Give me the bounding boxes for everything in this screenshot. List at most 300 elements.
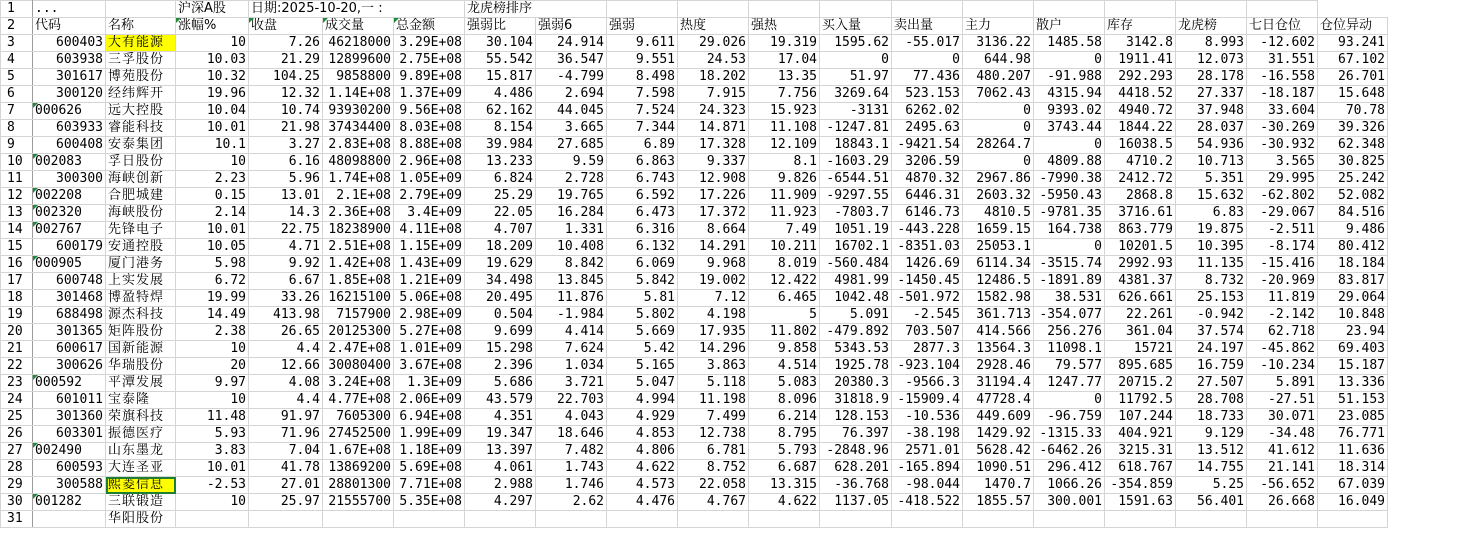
value-cell[interactable]: 2.36E+08 [323, 205, 394, 222]
value-cell[interactable]: 30.071 [1247, 409, 1318, 426]
value-cell[interactable]: 2495.63 [892, 120, 963, 137]
value-cell[interactable]: 0.504 [465, 307, 536, 324]
value-cell[interactable]: 10.848 [1318, 307, 1388, 324]
row-number[interactable]: 18 [1, 290, 33, 307]
value-cell[interactable]: 12.422 [749, 273, 820, 290]
code-cell[interactable]: 600179 [33, 239, 106, 256]
column-header[interactable]: 仓位异动 [1318, 18, 1388, 35]
row-number[interactable]: 15 [1, 239, 33, 256]
value-cell[interactable]: 14.291 [678, 239, 749, 256]
name-cell[interactable]: 海峡创新 [106, 171, 176, 188]
value-cell[interactable]: 69.403 [1318, 341, 1388, 358]
empty-cell[interactable] [1176, 511, 1247, 528]
value-cell[interactable]: 4.71 [249, 239, 323, 256]
value-cell[interactable]: 5.93 [176, 426, 249, 443]
value-cell[interactable]: 10201.5 [1105, 239, 1176, 256]
value-cell[interactable]: 17.328 [678, 137, 749, 154]
value-cell[interactable]: 19.347 [465, 426, 536, 443]
value-cell[interactable]: 4.994 [607, 392, 678, 409]
value-cell[interactable]: 93930200 [323, 103, 394, 120]
value-cell[interactable]: 7.756 [749, 86, 820, 103]
value-cell[interactable]: 7605300 [323, 409, 394, 426]
row-number[interactable]: 2 [1, 18, 33, 35]
value-cell[interactable]: 5.96 [249, 171, 323, 188]
value-cell[interactable]: 0 [963, 103, 1034, 120]
value-cell[interactable]: 4.573 [607, 477, 678, 494]
name-cell[interactable]: 国新能源 [106, 341, 176, 358]
value-cell[interactable]: 62.348 [1318, 137, 1388, 154]
code-cell[interactable]: 002208 [33, 188, 106, 205]
value-cell[interactable]: 3.4E+09 [394, 205, 465, 222]
value-cell[interactable]: 31.551 [1247, 52, 1318, 69]
value-cell[interactable]: 51.153 [1318, 392, 1388, 409]
row-number[interactable]: 7 [1, 103, 33, 120]
value-cell[interactable]: 10.713 [1176, 154, 1247, 171]
value-cell[interactable]: 44.045 [536, 103, 607, 120]
value-cell[interactable]: 8.498 [607, 69, 678, 86]
value-cell[interactable]: -16.558 [1247, 69, 1318, 86]
value-cell[interactable]: 25.29 [465, 188, 536, 205]
value-cell[interactable]: -30.269 [1247, 120, 1318, 137]
value-cell[interactable]: 80.412 [1318, 239, 1388, 256]
empty-cell[interactable] [678, 511, 749, 528]
name-cell[interactable]: 先锋电子 [106, 222, 176, 239]
value-cell[interactable]: 33.26 [249, 290, 323, 307]
value-cell[interactable]: 1.034 [536, 358, 607, 375]
value-cell[interactable]: 38.531 [1034, 290, 1105, 307]
value-cell[interactable]: 19.875 [1176, 222, 1247, 239]
name-cell[interactable]: 大连圣亚 [106, 460, 176, 477]
code-cell[interactable]: 301365 [33, 324, 106, 341]
value-cell[interactable]: 9.337 [678, 154, 749, 171]
code-cell[interactable]: 002083 [33, 154, 106, 171]
value-cell[interactable]: 18.209 [465, 239, 536, 256]
row-number[interactable]: 25 [1, 409, 33, 426]
empty-cell[interactable] [1318, 511, 1388, 528]
value-cell[interactable]: 2.96E+08 [394, 154, 465, 171]
value-cell[interactable]: -27.51 [1247, 392, 1318, 409]
empty-cell[interactable] [323, 511, 394, 528]
value-cell[interactable]: -560.484 [820, 256, 892, 273]
value-cell[interactable]: 17.935 [678, 324, 749, 341]
empty-cell[interactable] [1105, 511, 1176, 528]
value-cell[interactable]: 10.395 [1176, 239, 1247, 256]
value-cell[interactable]: 1.37E+09 [394, 86, 465, 103]
value-cell[interactable]: 37.948 [1176, 103, 1247, 120]
value-cell[interactable]: 5.091 [820, 307, 892, 324]
value-cell[interactable]: 1.3E+09 [394, 375, 465, 392]
value-cell[interactable]: 4.929 [607, 409, 678, 426]
empty-cell[interactable] [1034, 1, 1105, 18]
value-cell[interactable]: 10 [176, 35, 249, 52]
value-cell[interactable]: 2967.86 [963, 171, 1034, 188]
value-cell[interactable]: 3.83 [176, 443, 249, 460]
value-cell[interactable]: 15.632 [1176, 188, 1247, 205]
name-cell[interactable]: 华瑞股份 [106, 358, 176, 375]
code-cell[interactable]: 301617 [33, 69, 106, 86]
value-cell[interactable]: 1.05E+09 [394, 171, 465, 188]
value-cell[interactable]: 8.993 [1176, 35, 1247, 52]
value-cell[interactable]: 2.62 [536, 494, 607, 511]
value-cell[interactable]: -10.536 [892, 409, 963, 426]
value-cell[interactable]: 7.49 [749, 222, 820, 239]
empty-cell[interactable] [536, 511, 607, 528]
value-cell[interactable]: 41.612 [1247, 443, 1318, 460]
value-cell[interactable]: 28.037 [1176, 120, 1247, 137]
value-cell[interactable]: 20.495 [465, 290, 536, 307]
value-cell[interactable]: 7.04 [249, 443, 323, 460]
value-cell[interactable]: 3136.22 [963, 35, 1034, 52]
value-cell[interactable]: 1659.15 [963, 222, 1034, 239]
code-cell[interactable]: 000626 [33, 103, 106, 120]
value-cell[interactable]: 20715.2 [1105, 375, 1176, 392]
value-cell[interactable]: 19.99 [176, 290, 249, 307]
value-cell[interactable]: 4.77E+08 [323, 392, 394, 409]
row-number[interactable]: 1 [1, 1, 33, 18]
value-cell[interactable]: 19.319 [749, 35, 820, 52]
value-cell[interactable]: 15.648 [1318, 86, 1388, 103]
empty-cell[interactable] [1176, 1, 1247, 18]
value-cell[interactable]: 6446.31 [892, 188, 963, 205]
value-cell[interactable]: 6.72 [176, 273, 249, 290]
value-cell[interactable]: 404.921 [1105, 426, 1176, 443]
value-cell[interactable]: 0 [963, 154, 1034, 171]
value-cell[interactable]: 7.524 [607, 103, 678, 120]
name-cell[interactable]: 远大控股 [106, 103, 176, 120]
empty-cell[interactable] [749, 511, 820, 528]
value-cell[interactable]: 2.83E+08 [323, 137, 394, 154]
value-cell[interactable]: 18.314 [1318, 460, 1388, 477]
value-cell[interactable]: 13869200 [323, 460, 394, 477]
value-cell[interactable]: 11.198 [678, 392, 749, 409]
empty-cell[interactable] [892, 1, 963, 18]
value-cell[interactable]: 14.755 [1176, 460, 1247, 477]
code-cell[interactable]: 301468 [33, 290, 106, 307]
value-cell[interactable]: 4381.37 [1105, 273, 1176, 290]
value-cell[interactable]: 11.636 [1318, 443, 1388, 460]
value-cell[interactable]: 10.05 [176, 239, 249, 256]
value-cell[interactable]: 36.547 [536, 52, 607, 69]
column-header[interactable]: 主力 [963, 18, 1034, 35]
value-cell[interactable]: 10.211 [749, 239, 820, 256]
value-cell[interactable]: 10.1 [176, 137, 249, 154]
value-cell[interactable]: 11.909 [749, 188, 820, 205]
value-cell[interactable]: 15.187 [1318, 358, 1388, 375]
value-cell[interactable]: 31194.4 [963, 375, 1034, 392]
column-header[interactable]: 代码 [33, 18, 106, 35]
value-cell[interactable]: 292.293 [1105, 69, 1176, 86]
value-cell[interactable]: 1.01E+09 [394, 341, 465, 358]
value-cell[interactable]: -2.511 [1247, 222, 1318, 239]
value-cell[interactable]: 6.83 [1176, 205, 1247, 222]
empty-cell[interactable] [249, 511, 323, 528]
value-cell[interactable]: 1.21E+09 [394, 273, 465, 290]
value-cell[interactable]: -15909.4 [892, 392, 963, 409]
value-cell[interactable]: 6.316 [607, 222, 678, 239]
value-cell[interactable]: 9.858 [749, 341, 820, 358]
value-cell[interactable]: 1855.57 [963, 494, 1034, 511]
value-cell[interactable]: 83.817 [1318, 273, 1388, 290]
row-number[interactable]: 28 [1, 460, 33, 477]
value-cell[interactable]: 4.11E+08 [394, 222, 465, 239]
cell-b1[interactable] [106, 1, 176, 18]
value-cell[interactable]: 164.738 [1034, 222, 1105, 239]
value-cell[interactable]: 1090.51 [963, 460, 1034, 477]
value-cell[interactable]: 11.108 [749, 120, 820, 137]
value-cell[interactable]: 7.344 [607, 120, 678, 137]
value-cell[interactable]: 12.073 [1176, 52, 1247, 69]
value-cell[interactable]: 15.923 [749, 103, 820, 120]
value-cell[interactable]: 79.577 [1034, 358, 1105, 375]
value-cell[interactable]: 84.516 [1318, 205, 1388, 222]
value-cell[interactable]: 4.08 [249, 375, 323, 392]
row-number[interactable]: 9 [1, 137, 33, 154]
value-cell[interactable]: 703.507 [892, 324, 963, 341]
value-cell[interactable]: 0 [1034, 137, 1105, 154]
value-cell[interactable]: 8.842 [536, 256, 607, 273]
value-cell[interactable]: 3.665 [536, 120, 607, 137]
code-cell[interactable]: 600593 [33, 460, 106, 477]
value-cell[interactable]: 2992.93 [1105, 256, 1176, 273]
value-cell[interactable]: -56.652 [1247, 477, 1318, 494]
empty-cell[interactable] [1105, 1, 1176, 18]
row-number[interactable]: 16 [1, 256, 33, 273]
value-cell[interactable]: 26.668 [1247, 494, 1318, 511]
value-cell[interactable]: 6.069 [607, 256, 678, 273]
value-cell[interactable]: 77.436 [892, 69, 963, 86]
name-cell[interactable]: 大有能源 [106, 35, 176, 52]
value-cell[interactable]: -479.892 [820, 324, 892, 341]
value-cell[interactable]: -3131 [820, 103, 892, 120]
value-cell[interactable]: 13564.3 [963, 341, 1034, 358]
value-cell[interactable]: -5950.43 [1034, 188, 1105, 205]
empty-cell[interactable] [176, 511, 249, 528]
value-cell[interactable]: 8.019 [749, 256, 820, 273]
name-cell[interactable]: 华阳股份 [106, 511, 176, 528]
value-cell[interactable]: 7.71E+08 [394, 477, 465, 494]
value-cell[interactable]: 8.1 [749, 154, 820, 171]
value-cell[interactable]: 5628.42 [963, 443, 1034, 460]
value-cell[interactable]: -1.984 [536, 307, 607, 324]
name-cell[interactable]: 荣旗科技 [106, 409, 176, 426]
value-cell[interactable]: 2.38 [176, 324, 249, 341]
value-cell[interactable]: 4.622 [749, 494, 820, 511]
value-cell[interactable]: 3.24E+08 [323, 375, 394, 392]
empty-cell[interactable] [963, 1, 1034, 18]
value-cell[interactable]: 5.842 [607, 273, 678, 290]
value-cell[interactable]: 1.15E+09 [394, 239, 465, 256]
value-cell[interactable]: 480.207 [963, 69, 1034, 86]
value-cell[interactable]: 17.226 [678, 188, 749, 205]
value-cell[interactable]: -1450.45 [892, 273, 963, 290]
row-number[interactable]: 10 [1, 154, 33, 171]
value-cell[interactable]: 4.767 [678, 494, 749, 511]
value-cell[interactable]: 5.165 [607, 358, 678, 375]
value-cell[interactable]: 5.69E+08 [394, 460, 465, 477]
value-cell[interactable]: 41.78 [249, 460, 323, 477]
value-cell[interactable]: 19.629 [465, 256, 536, 273]
value-cell[interactable]: 6.89 [607, 137, 678, 154]
value-cell[interactable]: 27.507 [1176, 375, 1247, 392]
value-cell[interactable]: 4.351 [465, 409, 536, 426]
value-cell[interactable]: -36.768 [820, 477, 892, 494]
code-cell[interactable]: 300588 [33, 477, 106, 494]
value-cell[interactable]: 7157900 [323, 307, 394, 324]
value-cell[interactable]: 5.686 [465, 375, 536, 392]
value-cell[interactable]: 28801300 [323, 477, 394, 494]
value-cell[interactable]: 34.498 [465, 273, 536, 290]
value-cell[interactable]: 6146.73 [892, 205, 963, 222]
value-cell[interactable]: 11.48 [176, 409, 249, 426]
value-cell[interactable]: 9.97 [176, 375, 249, 392]
value-cell[interactable]: 16.049 [1318, 494, 1388, 511]
value-cell[interactable]: 22.75 [249, 222, 323, 239]
value-cell[interactable]: 4.061 [465, 460, 536, 477]
value-cell[interactable]: 8.752 [678, 460, 749, 477]
value-cell[interactable]: 10.03 [176, 52, 249, 69]
value-cell[interactable]: 6.465 [749, 290, 820, 307]
name-cell[interactable]: 源杰科技 [106, 307, 176, 324]
value-cell[interactable]: 6.863 [607, 154, 678, 171]
row-number[interactable]: 3 [1, 35, 33, 52]
value-cell[interactable]: 7.915 [678, 86, 749, 103]
date-label[interactable]: 日期:2025-10-20,一 : [249, 1, 465, 18]
value-cell[interactable]: 107.244 [1105, 409, 1176, 426]
value-cell[interactable]: 22.261 [1105, 307, 1176, 324]
value-cell[interactable]: 1051.19 [820, 222, 892, 239]
value-cell[interactable]: 3.67E+08 [394, 358, 465, 375]
row-number[interactable]: 23 [1, 375, 33, 392]
value-cell[interactable]: 10 [176, 392, 249, 409]
value-cell[interactable]: -443.228 [892, 222, 963, 239]
row-number[interactable]: 22 [1, 358, 33, 375]
value-cell[interactable]: 6.214 [749, 409, 820, 426]
value-cell[interactable]: 9.611 [607, 35, 678, 52]
row-number[interactable]: 11 [1, 171, 33, 188]
value-cell[interactable]: 6.781 [678, 443, 749, 460]
value-cell[interactable]: 1.743 [536, 460, 607, 477]
value-cell[interactable]: 2412.72 [1105, 171, 1176, 188]
column-header[interactable]: 强热 [749, 18, 820, 35]
code-cell[interactable]: 688498 [33, 307, 106, 324]
value-cell[interactable]: 15.298 [465, 341, 536, 358]
code-cell[interactable]: 603938 [33, 52, 106, 69]
name-cell[interactable]: 三联锻造 [106, 494, 176, 511]
name-cell[interactable]: 矩阵股份 [106, 324, 176, 341]
value-cell[interactable]: 33.604 [1247, 103, 1318, 120]
value-cell[interactable]: 2877.3 [892, 341, 963, 358]
code-cell[interactable]: 600617 [33, 341, 106, 358]
value-cell[interactable]: 14.49 [176, 307, 249, 324]
value-cell[interactable]: 863.779 [1105, 222, 1176, 239]
code-cell[interactable]: 000592 [33, 375, 106, 392]
value-cell[interactable]: 22.05 [465, 205, 536, 222]
cell-a1[interactable]: ... [33, 1, 106, 18]
code-cell[interactable]: 002767 [33, 222, 106, 239]
value-cell[interactable]: 76.397 [820, 426, 892, 443]
name-cell[interactable]: 海峡股份 [106, 205, 176, 222]
value-cell[interactable]: 300.001 [1034, 494, 1105, 511]
value-cell[interactable]: 9.92 [249, 256, 323, 273]
row-number[interactable]: 4 [1, 52, 33, 69]
value-cell[interactable]: -18.187 [1247, 86, 1318, 103]
value-cell[interactable]: -9566.3 [892, 375, 963, 392]
empty-cell[interactable] [678, 1, 749, 18]
value-cell[interactable]: 5.802 [607, 307, 678, 324]
code-cell[interactable]: 301360 [33, 409, 106, 426]
value-cell[interactable]: 28.178 [1176, 69, 1247, 86]
value-cell[interactable]: -30.932 [1247, 137, 1318, 154]
value-cell[interactable]: -354.859 [1105, 477, 1176, 494]
value-cell[interactable]: 15.817 [465, 69, 536, 86]
code-cell[interactable]: 300626 [33, 358, 106, 375]
value-cell[interactable]: 18.184 [1318, 256, 1388, 273]
value-cell[interactable]: 7.624 [536, 341, 607, 358]
value-cell[interactable]: 21.98 [249, 120, 323, 137]
value-cell[interactable]: 3.27 [249, 137, 323, 154]
code-cell[interactable]: 002320 [33, 205, 106, 222]
value-cell[interactable]: 2.988 [465, 477, 536, 494]
value-cell[interactable]: -1603.29 [820, 154, 892, 171]
value-cell[interactable]: 22.058 [678, 477, 749, 494]
value-cell[interactable]: -10.234 [1247, 358, 1318, 375]
value-cell[interactable]: 62.162 [465, 103, 536, 120]
value-cell[interactable]: -38.198 [892, 426, 963, 443]
value-cell[interactable]: 16.284 [536, 205, 607, 222]
value-cell[interactable]: 1429.92 [963, 426, 1034, 443]
value-cell[interactable]: 9.129 [1176, 426, 1247, 443]
value-cell[interactable]: 4.853 [607, 426, 678, 443]
value-cell[interactable]: 6.824 [465, 171, 536, 188]
row-number[interactable]: 12 [1, 188, 33, 205]
value-cell[interactable]: 16038.5 [1105, 137, 1176, 154]
value-cell[interactable]: 1.99E+09 [394, 426, 465, 443]
value-cell[interactable]: 4.622 [607, 460, 678, 477]
value-cell[interactable]: 1485.58 [1034, 35, 1105, 52]
value-cell[interactable]: 4.043 [536, 409, 607, 426]
code-cell[interactable]: 600408 [33, 137, 106, 154]
value-cell[interactable]: 10.74 [249, 103, 323, 120]
value-cell[interactable]: 16215100 [323, 290, 394, 307]
value-cell[interactable]: 12.738 [678, 426, 749, 443]
value-cell[interactable]: 51.97 [820, 69, 892, 86]
value-cell[interactable]: 29.995 [1247, 171, 1318, 188]
empty-cell[interactable] [1034, 511, 1105, 528]
value-cell[interactable]: -354.077 [1034, 307, 1105, 324]
row-number[interactable]: 13 [1, 205, 33, 222]
value-cell[interactable]: 46218000 [323, 35, 394, 52]
value-cell[interactable]: 7.598 [607, 86, 678, 103]
value-cell[interactable]: 4.4 [249, 341, 323, 358]
value-cell[interactable]: 37.574 [1176, 324, 1247, 341]
value-cell[interactable]: -501.972 [892, 290, 963, 307]
value-cell[interactable]: 19.765 [536, 188, 607, 205]
value-cell[interactable]: 361.713 [963, 307, 1034, 324]
row-number[interactable]: 20 [1, 324, 33, 341]
value-cell[interactable]: 67.039 [1318, 477, 1388, 494]
value-cell[interactable]: 24.53 [678, 52, 749, 69]
value-cell[interactable]: -1247.81 [820, 120, 892, 137]
value-cell[interactable]: 18.733 [1176, 409, 1247, 426]
value-cell[interactable]: -98.044 [892, 477, 963, 494]
empty-cell[interactable] [607, 1, 678, 18]
value-cell[interactable]: 27.685 [536, 137, 607, 154]
value-cell[interactable]: -7803.7 [820, 205, 892, 222]
value-cell[interactable]: 4870.32 [892, 171, 963, 188]
value-cell[interactable]: 20125300 [323, 324, 394, 341]
value-cell[interactable]: 4.198 [678, 307, 749, 324]
value-cell[interactable]: -15.416 [1247, 256, 1318, 273]
